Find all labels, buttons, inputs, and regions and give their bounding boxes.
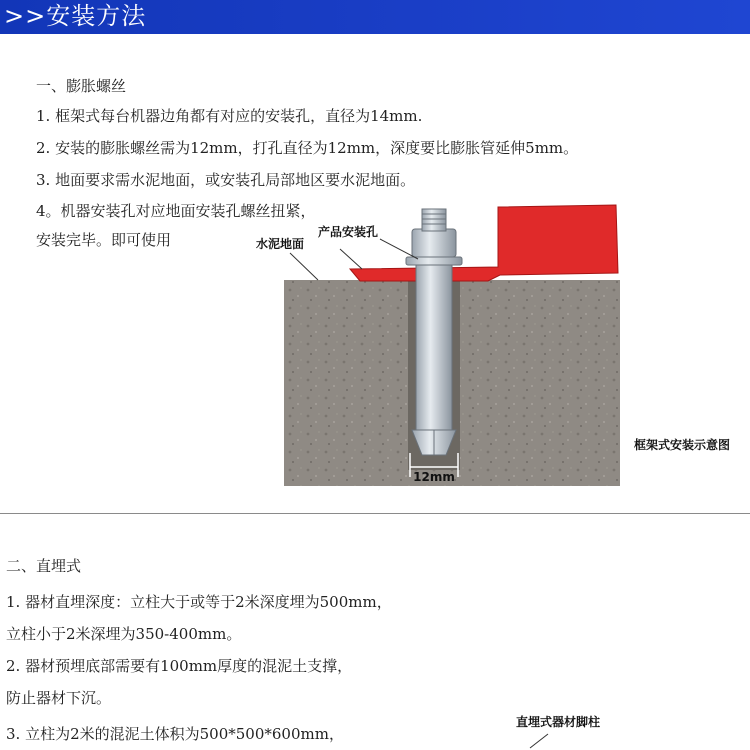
label-cement-ground: 水泥地面 [256,237,305,251]
section2-line-2: 立柱小于2米深埋为350-400mm。 [6,625,242,643]
label-product-hole: 产品安装孔 [318,225,379,239]
section1-line-2: 2. 安装的膨胀螺丝需为12mm，打孔直径为12mm，深度要比膨胀管延伸5mm。 [36,139,579,157]
section2-figure-leader [526,732,556,750]
section1-line-1: 1. 框架式每台机器边角都有对应的安装孔，直径为14mm. [36,107,423,125]
section-divider [0,513,750,514]
section2-line-4: 防止器材下沉。 [6,689,112,707]
dimension-label: 12mm [413,470,455,484]
section-header [0,0,750,34]
section1-line-5: 安装完毕。即可使用 [36,231,172,249]
section2-line-5: 3. 立柱为2米的混泥土体积为500*500*600mm， [6,725,344,743]
diagram-caption: 框架式安装示意图 [634,438,731,452]
section2-figure-caption: 直埋式器材脚柱 [516,715,601,729]
nut [412,229,456,257]
section2-heading: 二、直埋式 [6,557,82,575]
section2-line-3: 2. 器材预埋底部需要有100mm厚度的混泥土支撑， [6,657,353,675]
red-bracket [350,205,618,281]
washer [406,257,462,265]
section1-line-3: 3. 地面要求需水泥地面，或安装孔局部地区要水泥地面。 [36,171,416,189]
threaded-rod [422,209,446,231]
section2-line-1: 1. 器材直埋深度：立柱大于或等于2米深度埋为500mm， [6,593,392,611]
header-title: >>安装方法 [4,2,147,30]
section1-line-4: 4。机器安装孔对应地面安装孔螺丝扭紧， [36,202,316,220]
installation-diagram [250,195,630,490]
section1-heading: 一、膨胀螺丝 [36,77,127,95]
anchor-sleeve [416,265,452,430]
